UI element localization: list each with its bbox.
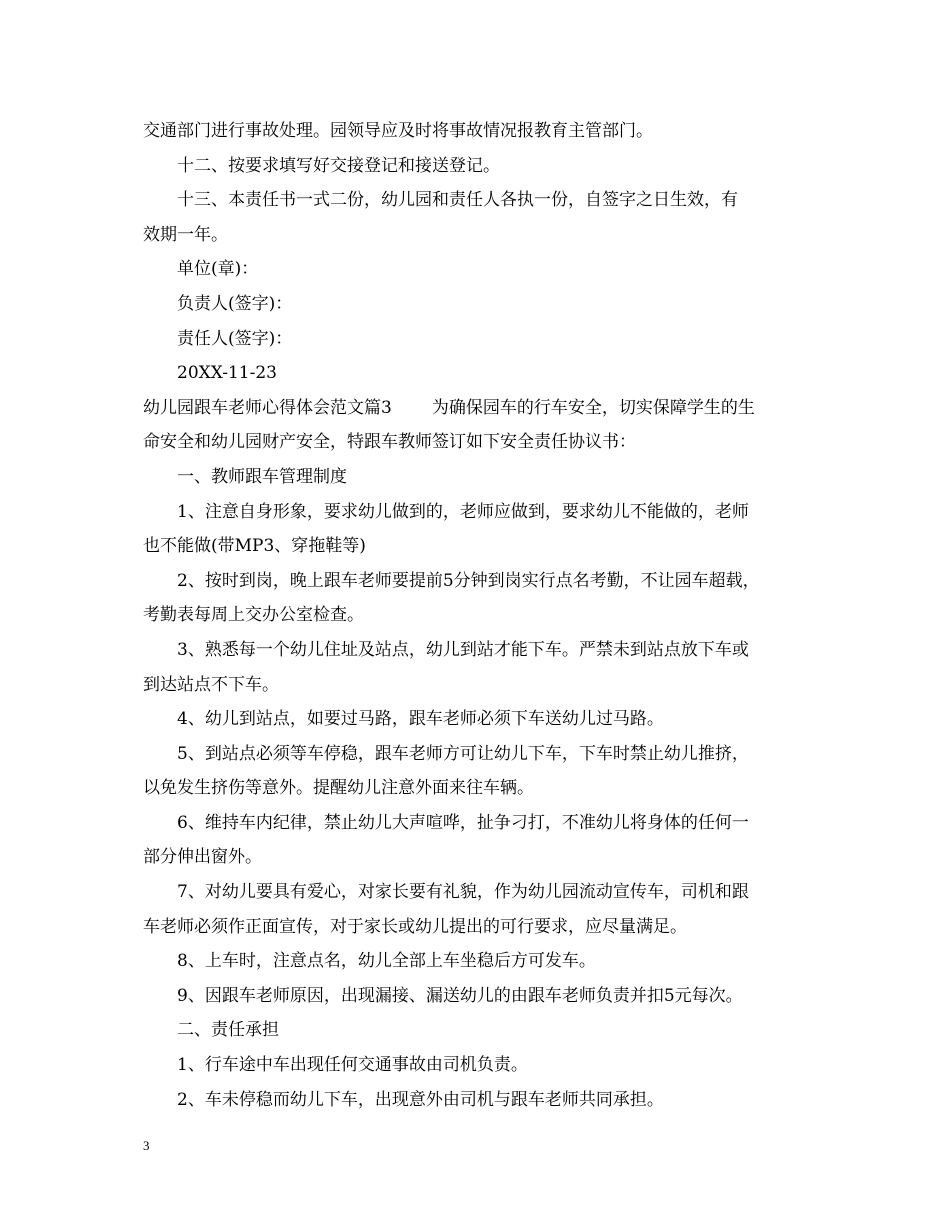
text-line: 1、注意自身形象，要求幼儿做到的，老师应做到，要求幼儿不能做的，老师 bbox=[177, 501, 749, 522]
text-line: 1、行车途中车出现任何交通事故由司机负责。 bbox=[177, 1055, 528, 1076]
section-intro: 为确保园车的行车安全，切实保障学生的生 bbox=[431, 397, 755, 418]
text-line: 部分伸出窗外。 bbox=[143, 847, 262, 868]
text-line: 7、对幼儿要具有爱心，对家长要有礼貌，作为幼儿园流动宣传车，司机和跟 bbox=[177, 882, 749, 903]
text-line: 效期一年。 bbox=[143, 224, 228, 245]
signature-responsible-line: 责任人(签字)： bbox=[177, 328, 293, 349]
text-line: 十二、按要求填写好交接登记和接送登记。 bbox=[177, 155, 500, 176]
text-line: 4、幼儿到站点，如要过马路，跟车老师必须下车送幼儿过马路。 bbox=[177, 709, 664, 730]
text-line: 2、按时到岗，晚上跟车老师要提前5分钟到岗实行点名考勤，不让园车超载， bbox=[177, 570, 760, 591]
signature-unit-line: 单位(章)： bbox=[177, 259, 259, 280]
signature-leader-line: 负责人(签字)： bbox=[177, 293, 293, 314]
text-line: 以免发生挤伤等意外。提醒幼儿注意外面来往车辆。 bbox=[143, 778, 534, 799]
text-line: 交通部门进行事故处理。园领导应及时将事故情况报教育主管部门。 bbox=[143, 121, 653, 141]
text-line: 考勤表每周上交办公室检查。 bbox=[143, 605, 364, 626]
text-line: 3、熟悉每一个幼儿住址及站点，幼儿到站才能下车。严禁未到站点放下车或 bbox=[177, 639, 749, 660]
text-line: 2、车未停稳而幼儿下车，出现意外由司机与跟车老师共同承担。 bbox=[177, 1089, 664, 1110]
page-number: 3 bbox=[143, 1138, 150, 1153]
subheading: 二、责任承担 bbox=[177, 1020, 279, 1041]
text-line: 十三、本责任书一式二份，幼儿园和责任人各执一份，自签字之日生效，有 bbox=[177, 190, 738, 211]
text-line: 也不能做(带MP3、穿拖鞋等) bbox=[143, 536, 366, 557]
subheading: 一、教师跟车管理制度 bbox=[177, 466, 347, 487]
text-line: 6、维持车内纪律，禁止幼儿大声喧哗，扯争刁打，不准幼儿将身体的任何一 bbox=[177, 812, 749, 833]
text-line: 命安全和幼儿园财产安全，特跟车教师签订如下安全责任协议书： bbox=[143, 432, 636, 453]
text-line: 到达站点不下车。 bbox=[143, 674, 279, 695]
date-line: 20XX-11-23 bbox=[177, 363, 277, 384]
document-body bbox=[143, 114, 813, 1117]
section-heading-line bbox=[143, 391, 813, 426]
text-line: 5、到站点必须等车停稳，跟车老师方可让幼儿下车，下车时禁止幼儿推挤， bbox=[177, 743, 749, 764]
section-heading: 幼儿园跟车老师心得体会范文篇3 bbox=[143, 397, 392, 418]
text-line: 8、上车时，注意点名，幼儿全部上车坐稳后方可发车。 bbox=[177, 951, 596, 972]
text-line: 9、因跟车老师原因，出现漏接、漏送幼儿的由跟车老师负责并扣5元每次。 bbox=[177, 985, 743, 1006]
text-line: 车老师必须作正面宣传，对于家长或幼儿提出的可行要求，应尽量满足。 bbox=[143, 916, 687, 937]
